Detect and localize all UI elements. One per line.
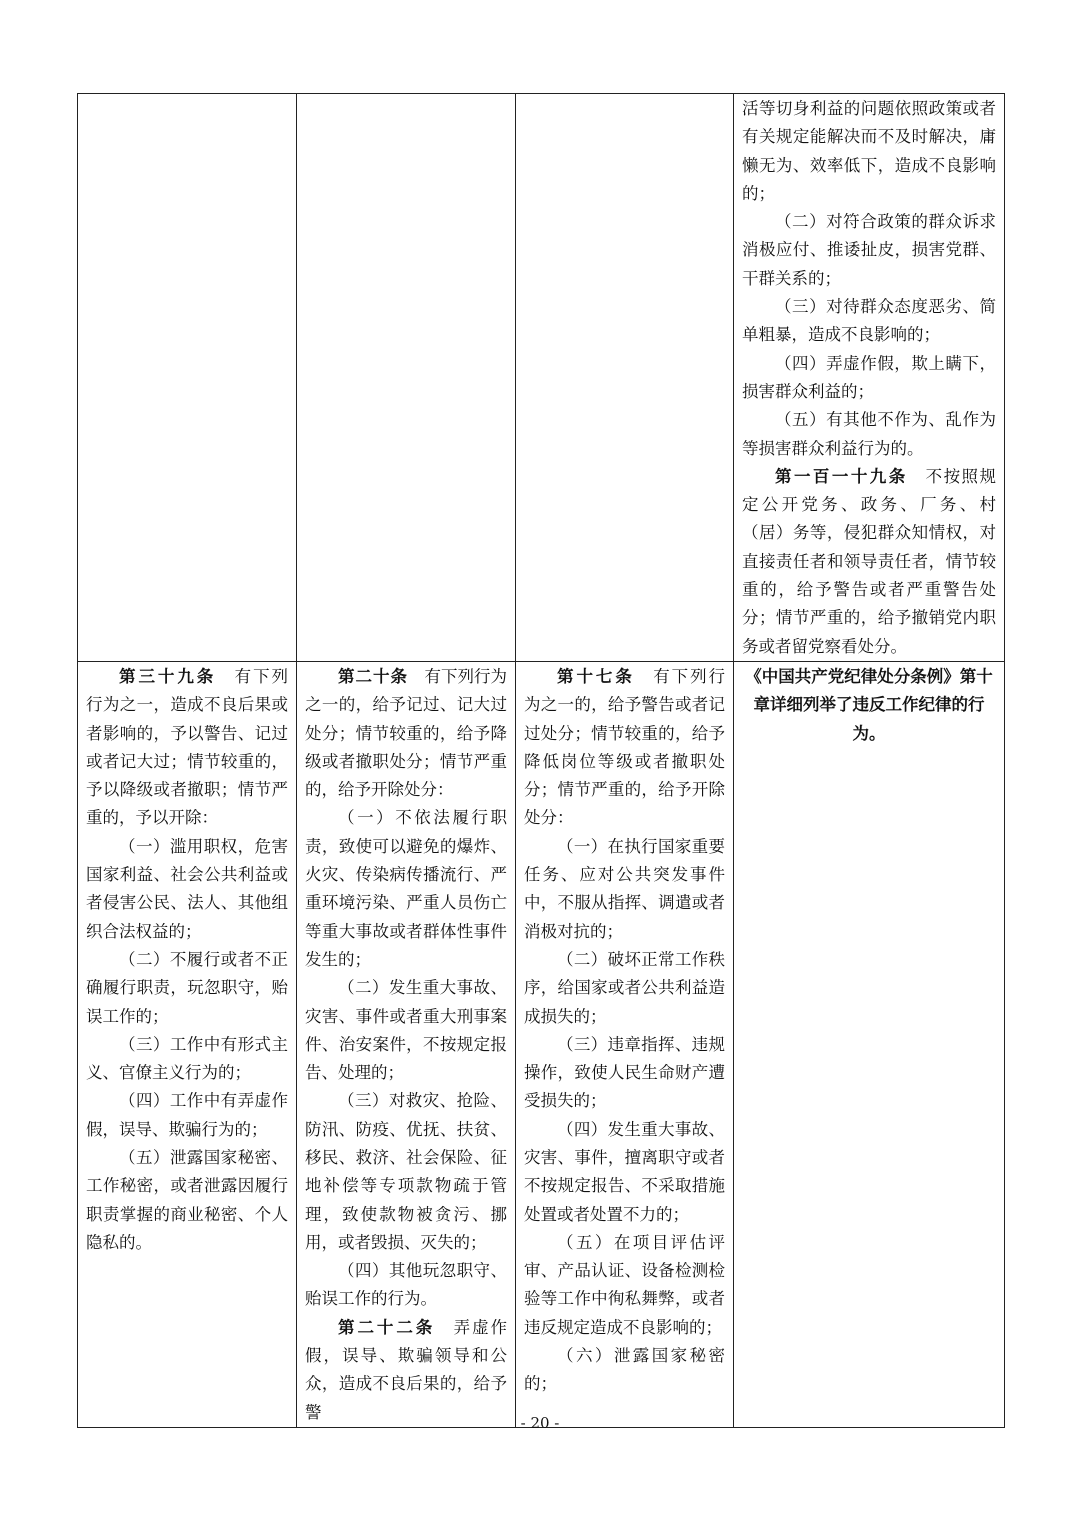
list-item: （三）对救灾、抢险、防汛、防疫、优抚、扶贫、移民、救济、社会保险、征地补偿等专项款物疏于管理，致使款物被贪污、挪用，或者毁损、灭失的；: [305, 1091, 507, 1252]
article-paragraph: [305, 663, 507, 804]
article-title: 第二十二条: [338, 1317, 436, 1337]
article-text: 有下列行为之一的，给予记过、记大过处分；情节较重的，给予降级或者撤职处分；情节严重的，给予开除处分：: [305, 666, 507, 800]
paragraph: （二）对符合政策的群众诉求消极应付、推诿扯皮，损害党群、干群关系的；: [742, 212, 996, 288]
list-item: （三）工作中有形式主义、官僚主义行为的；: [86, 1034, 288, 1083]
paragraph: （五）有其他不作为、乱作为等损害群众利益行为的。: [742, 410, 996, 458]
article-text: 有下列行为之一的，给予警告或者记过处分；情节较重的，给予降低岗位等级或者撤职处分；情节严重的，给予开除处分：: [524, 666, 725, 828]
regulation-comparison-table: [77, 93, 1005, 1428]
list-item: （三）违章指挥、违规操作，致使人民生命财产遭受损失的；: [524, 1034, 725, 1111]
row1-col1-cell: [78, 94, 297, 662]
article-text: 弄虚作假，误导、欺骗领导和公众，造成不良后果的，给予警: [305, 1317, 507, 1422]
list-item: （四）发生重大事故、灾害、事件，擅离职守或者不按规定报告、不采取措施处置或者处置不力的；: [524, 1119, 725, 1224]
paragraph: （四）弄虚作假，欺上瞒下，损害群众利益的；: [742, 353, 996, 401]
row2-col1-cell: [78, 661, 297, 1427]
list-item: （六）泄露国家秘密的；: [524, 1346, 725, 1394]
note-text: 《中国共产党纪律处分条例》第十章详细列举了违反工作纪律的行为。: [745, 666, 993, 743]
list-item: （一）滥用职权，危害国家利益、社会公共利益或者侵害公民、法人、其他组织合法权益的；: [86, 836, 288, 941]
article-text: 不按照规定公开党务、政务、厂务、村（居）务等，侵犯群众知情权，对直接责任者和领导责任者，情节较重的，给予警告或者严重警告处分；情节严重的，给予撤销党内职务或者留党察看处分。: [742, 466, 997, 656]
article-title: 第三十九条: [119, 666, 217, 686]
list-item: （五）泄露国家秘密、工作秘密，或者泄露因履行职责掌握的商业秘密、个人隐私的。: [86, 1147, 288, 1252]
article-paragraph: [524, 663, 725, 833]
list-item: （二）破坏正常工作秩序，给国家或者公共利益造成损失的；: [524, 949, 725, 1026]
table-row: [78, 661, 1005, 1427]
row2-col4-cell: [734, 661, 1005, 1427]
row2-col3-cell: [516, 661, 734, 1427]
row1-col3-cell: [516, 94, 734, 662]
paragraph: 活等切身利益的问题依照政策或者有关规定能解决而不及时解决，庸懒无为、效率低下，造成不良影响的；: [742, 99, 996, 203]
article-text: 有下列行为之一，造成不良后果或者影响的，予以警告、记过或者记大过；情节较重的，予以降级或者撤职；情节严重的，予以开除：: [86, 666, 288, 828]
list-item: （一）在执行国家重要任务、应对公共突发事件中，不服从指挥、调遣或者消极对抗的；: [524, 836, 725, 941]
page-number: - 20 -: [520, 1414, 560, 1432]
row1-col4-cell: [734, 94, 1005, 662]
list-item: （一）不依法履行职责，致使可以避免的爆炸、火灾、传染病传播流行、严重环境污染、严重人员伤亡等重大事故或者群体性事件发生的；: [305, 808, 507, 969]
list-item: （二）发生重大事故、灾害、事件或者重大刑事案件、治安案件，不按规定报告、处理的；: [305, 978, 507, 1083]
row2-col2-cell: [297, 661, 516, 1427]
row1-col2-cell: [297, 94, 516, 662]
list-item: （四）工作中有弄虚作假，误导、欺骗行为的；: [86, 1091, 288, 1139]
article-title: 第二十条: [338, 666, 408, 686]
article-paragraph: [86, 663, 288, 833]
article-paragraph: [305, 1314, 507, 1427]
article-title: 第一百一十九条: [775, 466, 908, 486]
table-row: [78, 94, 1005, 662]
article-title: 第十七条: [557, 666, 635, 686]
list-item: （五）在项目评估评审、产品认证、设备检测检验等工作中徇私舞弊，或者违反规定造成不良影响的；: [524, 1232, 725, 1337]
list-item: （二）不履行或者不正确履行职责，玩忽职守，贻误工作的；: [86, 949, 288, 1026]
list-item: （四）其他玩忽职守、贻误工作的行为。: [305, 1261, 507, 1309]
article-paragraph: [742, 463, 996, 661]
paragraph: （三）对待群众态度恶劣、简单粗暴，造成不良影响的；: [742, 297, 996, 345]
